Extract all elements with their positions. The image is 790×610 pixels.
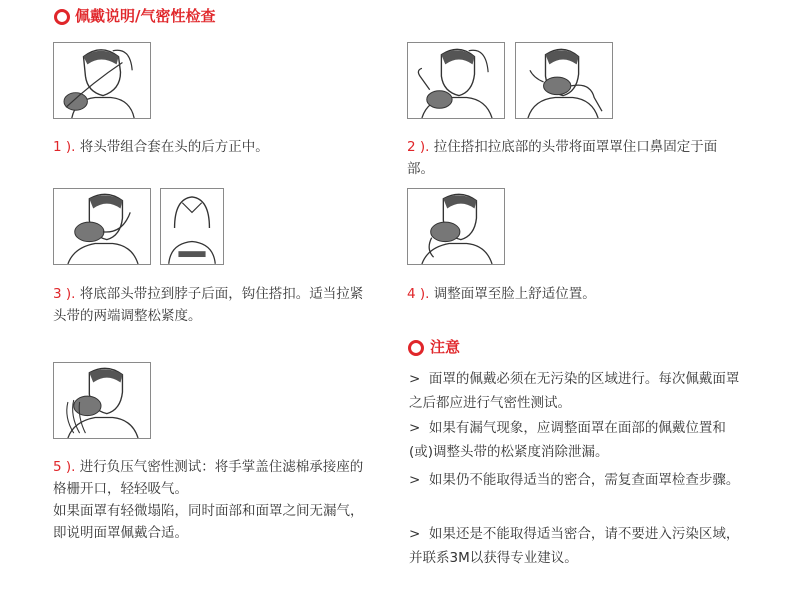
- notice-text: 如果还是不能取得适当密合，请不要进入污染区域，并联系3M以获得专业建议。: [409, 526, 740, 566]
- step-1-illustration: [53, 42, 151, 119]
- step-number: 5 ).: [53, 459, 76, 475]
- notice-text: 面罩的佩戴必须在无污染的区域进行。每次佩戴面罩之后都应进行气密性测试。: [409, 371, 740, 411]
- step-5-illustration: [53, 362, 151, 439]
- step-3b-illustration: [160, 188, 224, 265]
- step-number: 2 ).: [407, 139, 430, 155]
- step-description: 进行负压气密性测试：将手掌盖住滤棉承接座的格栅开口，轻轻吸气。: [53, 459, 364, 497]
- notice-marker: >: [409, 472, 421, 488]
- notice-item: [409, 467, 741, 494]
- section-title: 佩戴说明/气密性检查: [75, 7, 216, 25]
- step-number: 3 ).: [53, 286, 76, 302]
- notice-title: 注意: [430, 338, 461, 356]
- notice-item: [409, 416, 741, 464]
- step-number: 1 ).: [53, 139, 76, 155]
- step-5-description-2: 如果面罩有轻微塌陷，同时面部和面罩之间无漏气，即说明面罩佩戴合适。: [53, 503, 364, 541]
- section-ring-icon: [54, 9, 70, 25]
- step-2a-illustration: [407, 42, 505, 119]
- step-2-text: [407, 136, 727, 180]
- step-description: 将头带组合套在头的后方正中。: [79, 139, 269, 155]
- notice-ring-icon: [408, 340, 424, 356]
- step-description: 调整面罩至脸上舒适位置。: [433, 286, 596, 302]
- step-description: 将底部头带拉到脖子后面，钩住搭扣。适当拉紧头带的两端调整松紧度。: [53, 286, 364, 324]
- notice-text: 如果有漏气现象，应调整面罩在面部的佩戴位置和(或)调整头带的松紧度消除泄漏。: [409, 420, 726, 460]
- step-2b-illustration: [515, 42, 613, 119]
- step-3-text: [53, 283, 369, 327]
- step-4-illustration: [407, 188, 505, 265]
- step-3a-illustration: [53, 188, 151, 265]
- step-description: 拉住搭扣拉底部的头带将面罩罩住口鼻固定于面部。: [407, 139, 718, 177]
- notice-marker: >: [409, 371, 421, 387]
- step-number: 4 ).: [407, 286, 430, 302]
- step-1-text: [53, 136, 383, 158]
- notice-marker: >: [409, 420, 421, 436]
- notice-item: [409, 367, 741, 415]
- notice-text: 如果仍不能取得适当的密合，需复查面罩检查步骤。: [428, 472, 740, 488]
- notice-item: [409, 522, 741, 570]
- step-5-text: [53, 456, 375, 544]
- step-4-text: [407, 283, 727, 305]
- notice-marker: >: [409, 526, 421, 542]
